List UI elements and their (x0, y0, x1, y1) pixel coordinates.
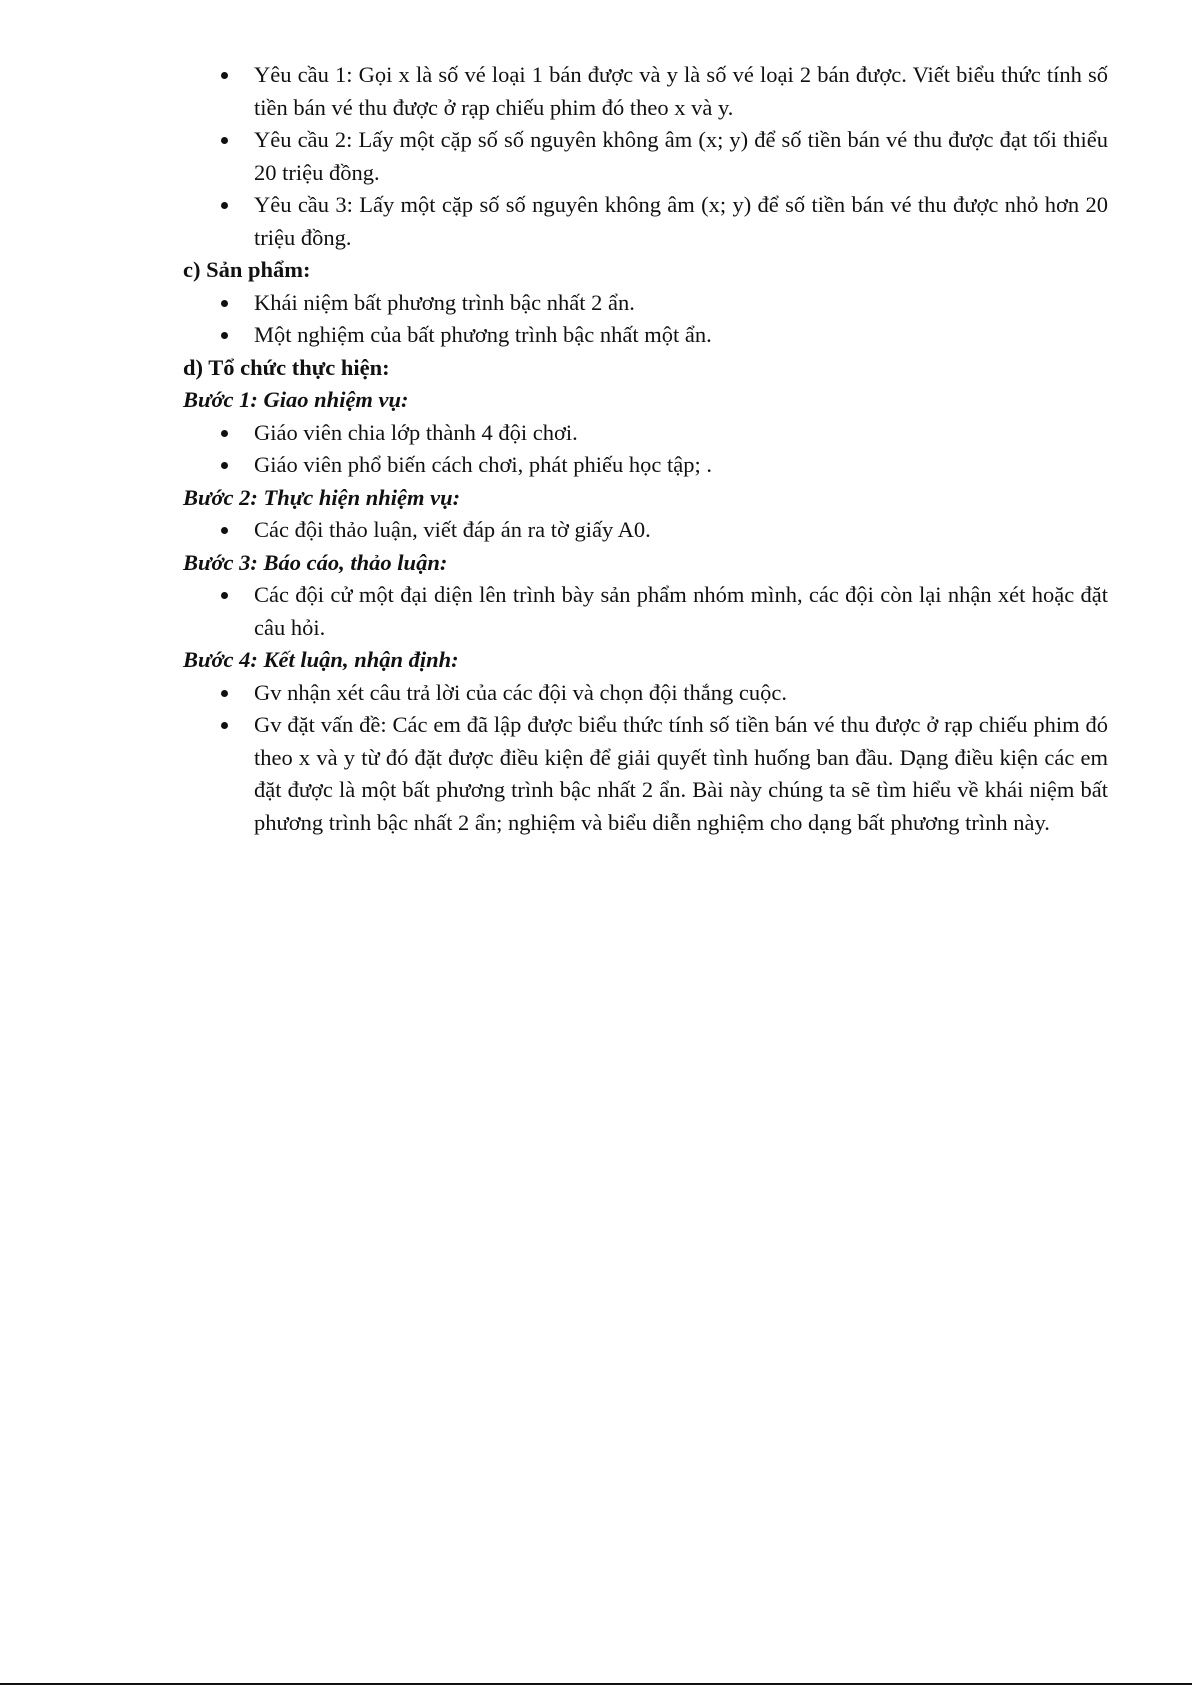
document-body (183, 59, 1108, 839)
products-list (183, 287, 1108, 352)
list-item-step-1-a: Giáo viên chia lớp thành 4 đội chơi. (183, 417, 1108, 450)
list-item-step-3-a: Các đội cử một đại diện lên trình bày sản phẩm nhóm mình, các đội còn lại nhận xét hoặc đặt câu hỏi. (183, 579, 1108, 644)
list-item-requirement-1: Yêu cầu 1: Gọi x là số vé loại 1 bán được và y là số vé loại 2 bán được. Viết biểu thức tính số tiền bán vé thu được ở rạp chiếu phim đó theo x và y. (183, 59, 1108, 124)
list-item-requirement-2: Yêu cầu 2: Lấy một cặp số số nguyên không âm (x; y) để số tiền bán vé thu được đạt tối thiểu 20 triệu đồng. (183, 124, 1108, 189)
step-2-list (183, 514, 1108, 547)
list-item-product-1: Khái niệm bất phương trình bậc nhất 2 ẩn. (183, 287, 1108, 320)
requirements-list (183, 59, 1108, 254)
list-item-step-4-b: Gv đặt vấn đề: Các em đã lập được biểu thức tính số tiền bán vé thu được ở rạp chiếu phim đó theo x và y từ đó đặt được điều kiện để giải quyết tình huống ban đầu. Dạng điều kiện các em đặt được là một bất phương trình bậc nhất 2 ẩn. Bài này chúng ta sẽ tìm hiểu về khái niệm bất phương trình bậc nhất 2 ẩn; nghiệm và biểu diễn nghiệm cho dạng bất phương trình này. (183, 709, 1108, 839)
step-3-list (183, 579, 1108, 644)
list-item-step-2-a: Các đội thảo luận, viết đáp án ra tờ giấy A0. (183, 514, 1108, 547)
step-heading-2: Bước 2: Thực hiện nhiệm vụ: (183, 484, 461, 510)
list-item-requirement-3: Yêu cầu 3: Lấy một cặp số số nguyên không âm (x; y) để số tiền bán vé thu được nhỏ hơn 20 triệu đồng. (183, 189, 1108, 254)
step-4-list (183, 677, 1108, 840)
step-heading-1: Bước 1: Giao nhiệm vụ: (183, 387, 409, 412)
step-heading-3: Bước 3: Báo cáo, thảo luận: (183, 549, 448, 575)
section-heading-organization: d) Tổ chức thực hiện: (183, 354, 390, 380)
list-item-step-1-b: Giáo viên phổ biến cách chơi, phát phiếu học tập; . (183, 449, 1108, 482)
step-heading-4: Bước 4: Kết luận, nhận định: (183, 647, 459, 672)
step-1-list (183, 417, 1108, 482)
list-item-step-4-a: Gv nhận xét câu trả lời của các đội và chọn đội thắng cuộc. (183, 677, 1108, 710)
list-item-product-2: Một nghiệm của bất phương trình bậc nhất một ẩn. (183, 319, 1108, 352)
section-heading-products: c) Sản phẩm: (183, 257, 311, 282)
